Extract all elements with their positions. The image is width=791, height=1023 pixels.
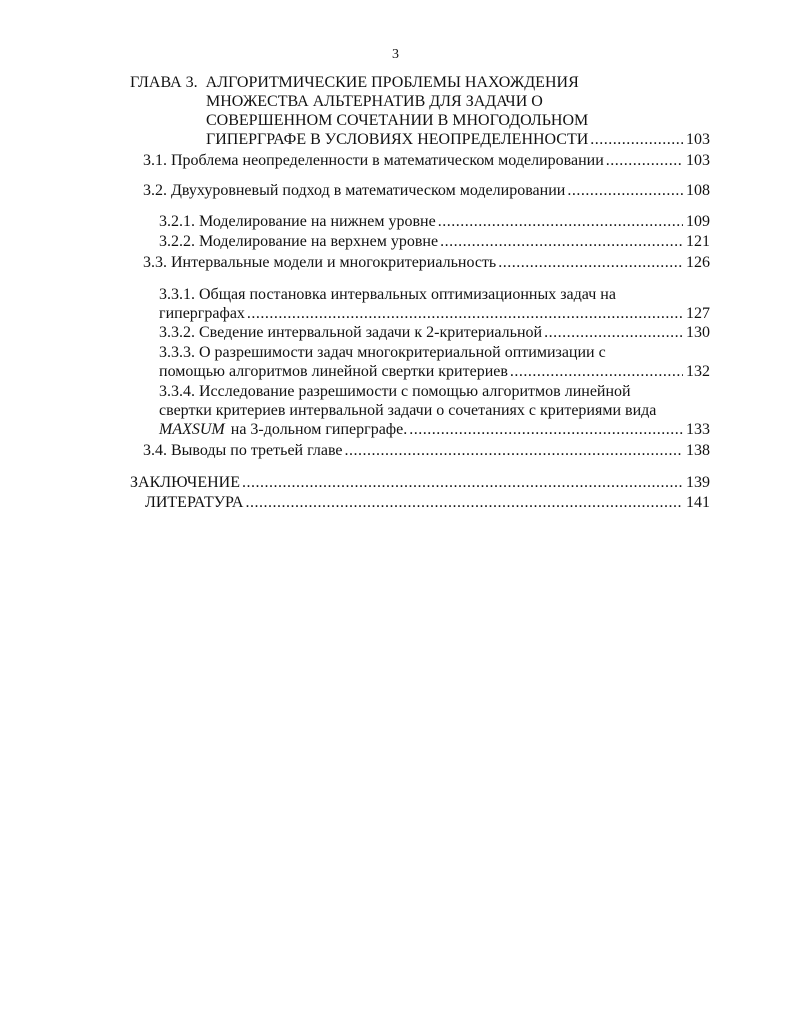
toc-entry-3-1 (143, 151, 710, 170)
entry-title: 3.2. Двухуровневый подход в математическом моделировании (143, 182, 566, 199)
leader-dots (510, 362, 683, 381)
entry-title: 3.2.2. Моделирование на верхнем уровне (159, 233, 439, 250)
chapter-3-heading (130, 73, 579, 92)
entry-title: ЛИТЕРАТУРА (145, 494, 244, 511)
chapter-title-line-1: АЛГОРИТМИЧЕСКИЕ ПРОБЛЕМЫ НАХОЖДЕНИЯ (205, 74, 579, 91)
toc-entry-3-3-4-line-1: 3.3.4. Исследование разрешимости с помощью алгоритмов линейной (159, 383, 631, 400)
page-ref: 138 (686, 442, 710, 459)
page-ref: 108 (686, 182, 710, 199)
page-ref: 109 (686, 213, 710, 230)
page-ref: 132 (686, 363, 710, 380)
entry-title: помощью алгоритмов линейной свертки критериев (159, 363, 508, 380)
criterion-name: MAXSUM (159, 421, 225, 438)
leader-dots (544, 323, 683, 342)
toc-entry-3-3-3-line-1: 3.3.3. О разрешимости задач многокритериальной оптимизации с (159, 344, 606, 361)
entry-title: ЗАКЛЮЧЕНИЕ (130, 474, 240, 491)
toc-entry-3-4 (143, 441, 710, 460)
toc-entry-3-2-2 (159, 232, 710, 251)
leader-dots (567, 181, 683, 200)
page-ref: 139 (686, 474, 710, 491)
chapter-label: ГЛАВА 3. (130, 74, 198, 91)
entry-title: 3.2.1. Моделирование на нижнем уровне (159, 213, 436, 230)
page-ref: 126 (686, 254, 710, 271)
entry-title: 3.1. Проблема неопределенности в математическом моделировании (143, 152, 604, 169)
page-ref: 133 (686, 421, 710, 438)
entry-title: 3.4. Выводы по третьей главе (143, 442, 343, 459)
chapter-title-line-2: МНОЖЕСТВА АЛЬТЕРНАТИВ ДЛЯ ЗАДАЧИ О (206, 93, 543, 110)
toc-entry-3-3-4 (159, 420, 710, 439)
toc-entry-3-3-1 (159, 304, 710, 323)
page-ref: 121 (686, 233, 710, 250)
toc-entry-3-3-1-line-1: 3.3.1. Общая постановка интервальных оптимизационных задач на (159, 286, 616, 303)
page-ref: 127 (686, 305, 710, 322)
page-ref: 141 (686, 494, 710, 511)
chapter-title-line-4: ГИПЕРГРАФЕ В УСЛОВИЯХ НЕОПРЕДЕЛЕННОСТИ ..... 103 (206, 130, 710, 149)
leader-dots (242, 473, 683, 492)
entry-title: 3.3. Интервальные модели и многокритериальность (143, 254, 497, 271)
toc-entry-3-3 (143, 253, 710, 272)
leader-dots (498, 253, 683, 272)
leader-dots (590, 130, 683, 149)
toc-entry-3-3-2 (159, 323, 710, 342)
toc-entry-literature (145, 493, 710, 512)
toc-entry-conclusion (130, 473, 710, 492)
entry-title: гиперграфах (159, 305, 245, 322)
page-ref: 103 (686, 131, 710, 148)
entry-title: 3.3.2. Сведение интервальной задачи к 2-критериальной (159, 324, 543, 341)
page-ref: 130 (686, 324, 710, 341)
toc-entry-3-3-4-line-2: свертки критериев интервальной задачи о сочетаниях с критериями вида (159, 402, 657, 419)
entry-title: на 3-дольном гиперграфе. (230, 421, 408, 438)
page-number: 3 (392, 47, 399, 62)
leader-dots (245, 493, 683, 512)
toc-entry-3-3-3 (159, 362, 710, 381)
leader-dots (438, 212, 683, 231)
chapter-title-line-3: СОВЕРШЕННОМ СОЧЕТАНИИ В МНОГОДОЛЬНОМ (206, 112, 589, 129)
leader-dots (345, 441, 684, 460)
page-ref: 103 (686, 152, 710, 169)
leader-dots (409, 420, 683, 439)
toc-entry-3-2 (143, 181, 710, 200)
toc-entry-3-2-1 (159, 212, 710, 231)
leader-dots (606, 151, 683, 170)
leader-dots (440, 232, 683, 251)
leader-dots (247, 304, 683, 323)
